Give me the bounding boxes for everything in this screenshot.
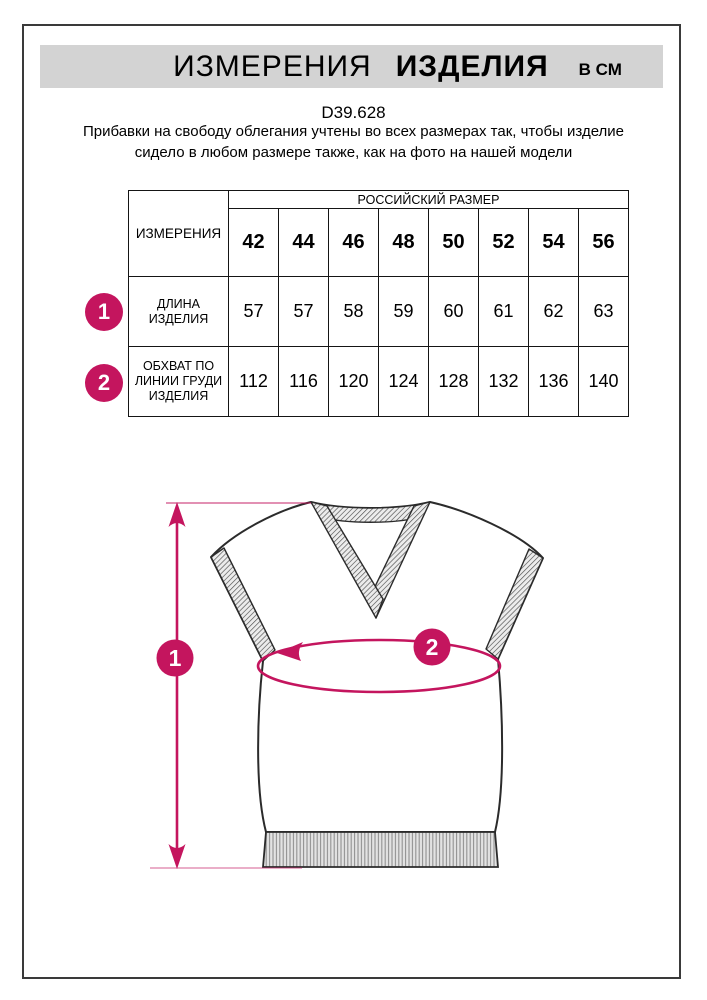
- diagram-marker-2-number: 2: [425, 634, 439, 660]
- page-title-word2: ИЗДЕЛИЯ: [395, 49, 549, 83]
- chest-value: 128: [429, 347, 479, 417]
- size-header: 44: [279, 209, 329, 277]
- garment-diagram: [140, 486, 570, 888]
- size-header: 48: [379, 209, 429, 277]
- product-code: D39.628: [321, 103, 386, 122]
- length-value: 62: [529, 277, 579, 347]
- size-table: [128, 190, 629, 417]
- row-label-chest: ОБХВАТ ПО ЛИНИИ ГРУДИ ИЗДЕЛИЯ: [129, 347, 229, 417]
- chest-value: 116: [279, 347, 329, 417]
- size-group-header: РОССИЙСКИЙ РАЗМЕР: [229, 191, 629, 209]
- length-value: 57: [229, 277, 279, 347]
- fit-note: Прибавки на свободу облегания учтены во всех размерах так, чтобы изделие сидело в любом размере также, как на фото на нашей модели: [82, 123, 625, 161]
- chest-value: 124: [379, 347, 429, 417]
- measurements-corner-label: ИЗМЕРЕНИЯ: [129, 191, 229, 277]
- diagram-marker-1-number: 1: [168, 645, 182, 671]
- hem-rib-band: [263, 832, 498, 867]
- size-header: 50: [429, 209, 479, 277]
- page-title-units: В СМ: [578, 60, 622, 79]
- length-value: 60: [429, 277, 479, 347]
- size-header: 46: [329, 209, 379, 277]
- size-header: 56: [579, 209, 629, 277]
- chest-value: 140: [579, 347, 629, 417]
- size-header: 42: [229, 209, 279, 277]
- chest-value: 112: [229, 347, 279, 417]
- chest-value: 136: [529, 347, 579, 417]
- length-value: 59: [379, 277, 429, 347]
- length-value: 63: [579, 277, 629, 347]
- table-row: [129, 277, 629, 347]
- size-header: 52: [479, 209, 529, 277]
- size-header: 54: [529, 209, 579, 277]
- table-row: [129, 347, 629, 417]
- marker-2-badge: 2: [85, 364, 123, 402]
- vest-body-outline: [211, 502, 543, 832]
- page-title-word1: ИЗМЕРЕНИЯ: [173, 49, 372, 83]
- title-bar: [40, 45, 663, 88]
- length-value: 61: [479, 277, 529, 347]
- chest-value: 132: [479, 347, 529, 417]
- marker-1-badge: 1: [85, 293, 123, 331]
- row-label-length: ДЛИНА ИЗДЕЛИЯ: [129, 277, 229, 347]
- chest-value: 120: [329, 347, 379, 417]
- length-value: 58: [329, 277, 379, 347]
- length-value: 57: [279, 277, 329, 347]
- table-row: [129, 191, 629, 209]
